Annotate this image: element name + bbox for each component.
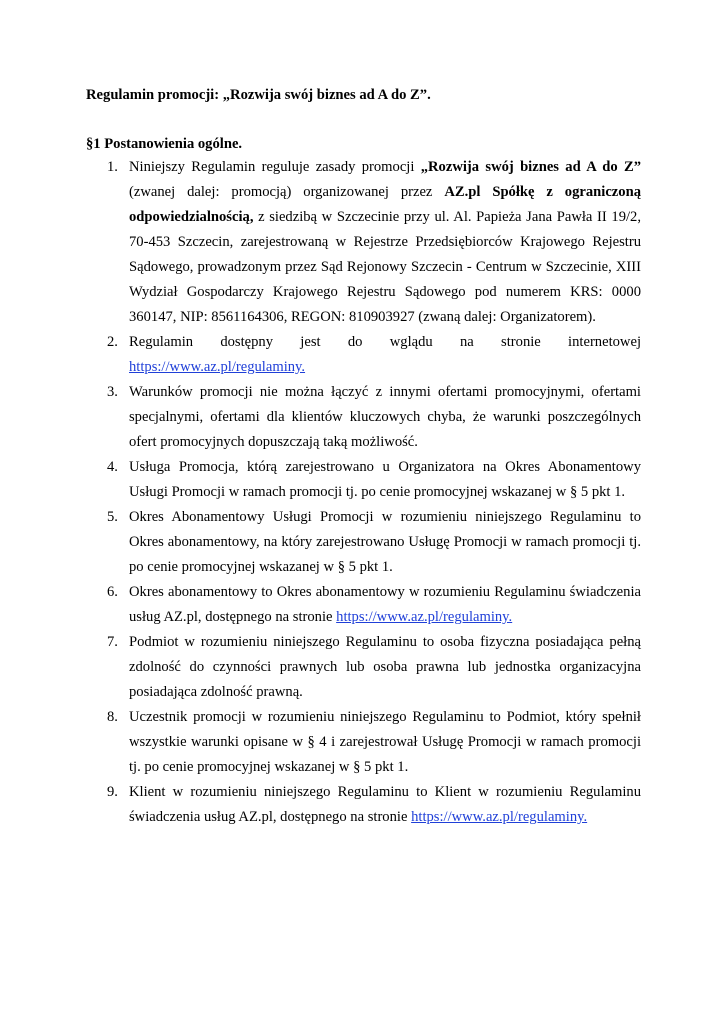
item-text: Okres Abonamentowy Usługi Promocji w rozumieniu niniejszego Regulaminu to Okres abonamentowy, na który zarejestrowano Usługę Promocji w ramach promocji tj. po cenie promocyjnej wskazanej w § 5 pkt 1. [129, 509, 641, 575]
item-text: z siedzibą w Szczecinie przy ul. Al. Papieża Jana Pawła II 19/2, 70-453 Szczecin, zarejestrowaną w Rejestrze Przedsiębiorców Krajowego Rejestru Sądowego, prowadzonym przez Sąd Rejonowy Szczecin - Centrum w Szczecinie, XIII Wydział Gospodarczy Krajowego Rejestru Sądowego pod numerem KRS: 0000 360147, NIP: 8561164306, REGON: 810903927 (zwaną dalej: Organizatorem). [129, 209, 641, 325]
list-item [86, 580, 641, 630]
item-text: Uczestnik promocji w rozumieniu niniejszego Regulaminu to Podmiot, który spełnił wszystkie warunki opisane w § 4 i zarejestrował Usługę Promocji w ramach promocji tj. po cenie promocyjnej wskazanej w § 5 pkt 1. [129, 709, 641, 775]
promotion-name: „Rozwija swój biznes ad A do Z” [420, 159, 641, 175]
list-item [86, 630, 641, 705]
regulations-link[interactable]: https://www.az.pl/regulaminy. [336, 609, 513, 625]
list-item [86, 155, 641, 330]
section-title: §1 Postanowienia ogólne. [86, 136, 243, 152]
item-text: Okres abonamentowy to Okres abonamentowy w rozumieniu Regulaminu świadczenia usług AZ.pl, dostępnego na stronie [129, 584, 641, 625]
regulations-link[interactable]: https://www.az.pl/regulaminy. [411, 809, 588, 825]
provisions-list [86, 155, 641, 830]
item-number: 7. [107, 634, 118, 650]
list-item [86, 455, 641, 505]
item-number: 1. [107, 159, 118, 175]
list-item [86, 705, 641, 780]
list-item [86, 505, 641, 580]
item-number: 6. [107, 584, 118, 600]
company-name: AZ.pl Spółkę z ograniczoną odpowiedzialnością, [129, 184, 641, 225]
item-number: 3. [107, 384, 118, 400]
document-title: Regulamin promocji: „Rozwija swój biznes ad A do Z”. [86, 87, 431, 103]
item-text: Usługa Promocja, którą zarejestrowano u Organizatora na Okres Abonamentowy Usługi Promocji w ramach promocji tj. po cenie promocyjnej wskazanej w § 5 pkt 1. [129, 459, 641, 500]
item-number: 2. [107, 334, 118, 350]
item-text: Niniejszy Regulamin reguluje zasady promocji [129, 159, 421, 175]
item-text: Warunków promocji nie można łączyć z innymi ofertami promocyjnymi, ofertami specjalnymi, ofertami dla klientów kluczowych chyba, że warunki poszczególnych ofert promocyjnych dopuszczają taką możliwość. [129, 384, 641, 450]
item-number: 5. [107, 509, 118, 525]
list-item [86, 330, 641, 380]
item-number: 4. [107, 459, 118, 475]
list-item [86, 380, 641, 455]
item-text: (zwanej dalej: promocją) organizowanej przez [129, 184, 445, 200]
item-text: Regulamin dostępny jest do wglądu na stronie internetowej [129, 334, 641, 350]
item-number: 8. [107, 709, 118, 725]
item-number: 9. [107, 784, 118, 800]
list-item [86, 780, 641, 830]
item-text: Klient w rozumieniu niniejszego Regulaminu to Klient w rozumieniu Regulaminu świadczenia usług AZ.pl, dostępnego na stronie [129, 784, 641, 825]
regulations-link[interactable]: https://www.az.pl/regulaminy. [129, 359, 306, 375]
item-text: Podmiot w rozumieniu niniejszego Regulaminu to osoba fizyczna posiadająca pełną zdolność do czynności prawnych lub osoba prawna lub jednostka organizacyjna posiadająca zdolność prawną. [129, 634, 641, 700]
